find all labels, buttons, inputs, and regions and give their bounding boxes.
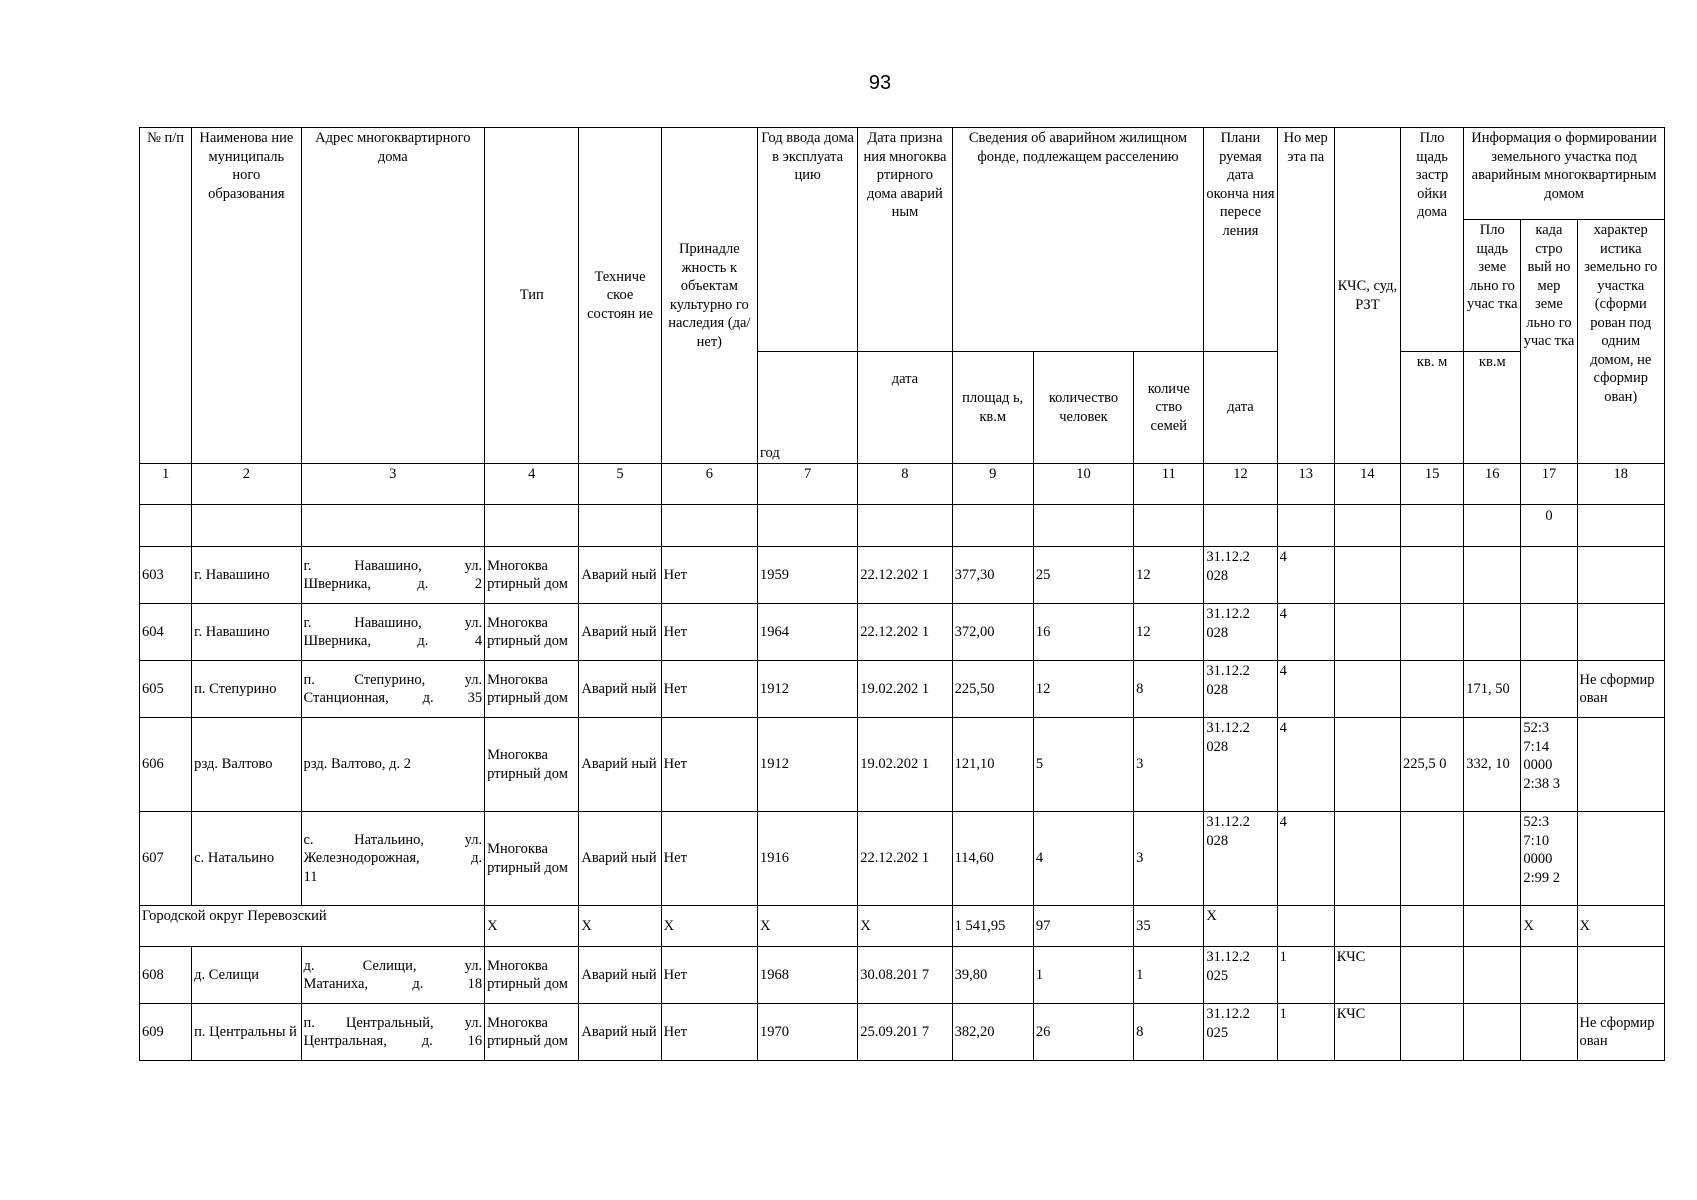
row-municipality: п. Степурино [192, 661, 301, 718]
row-stage: 4 [1277, 547, 1334, 604]
row-municipality: п. Центральны й [192, 1004, 301, 1061]
row-kchs [1334, 812, 1400, 906]
row-people: 12 [1033, 661, 1133, 718]
row-land-char [1577, 547, 1664, 604]
summary-cell: X [579, 906, 661, 947]
row-num: 609 [140, 1004, 192, 1061]
row-people: 1 [1033, 947, 1133, 1004]
row-municipality: с. Натальино [192, 812, 301, 906]
row-land-char: Не сформир ован [1577, 661, 1664, 718]
column-number: 1 [140, 464, 192, 505]
row-year: 1959 [757, 547, 857, 604]
column-number: 3 [301, 464, 485, 505]
header-stage: Но мер эта па [1277, 128, 1334, 464]
row-type: Многоква ртирный дом [485, 547, 579, 604]
row-num: 608 [140, 947, 192, 1004]
row-state: Аварий ный [579, 812, 661, 906]
row-area: 377,30 [952, 547, 1033, 604]
row-state: Аварий ный [579, 1004, 661, 1061]
row-heritage: Нет [661, 661, 757, 718]
header-area: площад ь, кв.м [952, 352, 1033, 464]
column-number: 16 [1464, 464, 1521, 505]
row-heritage: Нет [661, 812, 757, 906]
row-cadastral [1521, 547, 1577, 604]
row-people: 26 [1033, 1004, 1133, 1061]
row-build-area: 225,5 0 [1400, 718, 1463, 812]
header-land-area-sub: кв.м [1464, 352, 1521, 464]
column-number: 10 [1033, 464, 1133, 505]
row-families: 12 [1134, 547, 1204, 604]
row-families: 12 [1134, 604, 1204, 661]
column-number: 2 [192, 464, 301, 505]
row-year: 1916 [757, 812, 857, 906]
row-type: Многоква ртирный дом [485, 718, 579, 812]
row-municipality: г. Навашино [192, 604, 301, 661]
row-type: Многоква ртирный дом [485, 947, 579, 1004]
row-state: Аварий ный [579, 718, 661, 812]
header-recognition-date: Дата призна ния многоква ртирного дома аварий ным [858, 128, 952, 352]
row-families: 3 [1134, 718, 1204, 812]
row-land-char [1577, 812, 1664, 906]
row-year: 1968 [757, 947, 857, 1004]
row-plan-date: 31.12.2 028 [1204, 812, 1277, 906]
row-num: 604 [140, 604, 192, 661]
column-number: 13 [1277, 464, 1334, 505]
header-emergency-info: Сведения об аварийном жилищном фонде, подлежащем расселению [952, 128, 1204, 352]
header-tech-state: Техниче ское состоян ие [579, 128, 661, 464]
summary-cell: X [661, 906, 757, 947]
blank-row-cadastral: 0 [1521, 505, 1577, 547]
row-kchs: КЧС [1334, 1004, 1400, 1061]
row-build-area [1400, 604, 1463, 661]
row-build-area [1400, 1004, 1463, 1061]
row-year: 1912 [757, 718, 857, 812]
column-number: 15 [1400, 464, 1463, 505]
row-heritage: Нет [661, 1004, 757, 1061]
row-cadastral: 52:3 7:14 0000 2:38 3 [1521, 718, 1577, 812]
row-date: 22.12.202 1 [858, 604, 952, 661]
row-stage: 1 [1277, 947, 1334, 1004]
row-land-area: 171, 50 [1464, 661, 1521, 718]
row-year: 1964 [757, 604, 857, 661]
table-row [140, 947, 1665, 1004]
table-row [140, 1004, 1665, 1061]
row-date: 25.09.201 7 [858, 1004, 952, 1061]
row-date: 22.12.202 1 [858, 812, 952, 906]
row-cadastral [1521, 1004, 1577, 1061]
row-land-area [1464, 547, 1521, 604]
row-date: 19.02.202 1 [858, 718, 952, 812]
header-num: № п/п [140, 128, 192, 464]
row-stage: 4 [1277, 718, 1334, 812]
table-row [140, 661, 1665, 718]
row-land-area [1464, 947, 1521, 1004]
row-state: Аварий ный [579, 604, 661, 661]
row-type: Многоква ртирный дом [485, 604, 579, 661]
row-plan-date: 31.12.2 028 [1204, 547, 1277, 604]
header-heritage: Принадле жность к объектам культурно го наследия (да/нет) [661, 128, 757, 464]
row-address: д. Селищи, ул. Матаниха, д. 18 [301, 947, 485, 1004]
row-municipality: д. Селищи [192, 947, 301, 1004]
header-planned-date: Плани руемая дата оконча ния пересе ления [1204, 128, 1277, 352]
table-row [140, 604, 1665, 661]
row-cadastral [1521, 604, 1577, 661]
row-year: 1912 [757, 661, 857, 718]
row-plan-date: 31.12.2 025 [1204, 947, 1277, 1004]
header-year: Год ввода дома в эксплуата цию [757, 128, 857, 352]
summary-area: 1 541,95 [952, 906, 1033, 947]
row-build-area [1400, 661, 1463, 718]
blank-row [140, 505, 1665, 547]
row-type: Многоква ртирный дом [485, 812, 579, 906]
row-kchs [1334, 718, 1400, 812]
row-date: 22.12.202 1 [858, 547, 952, 604]
header-address: Адрес многоквартирного дома [301, 128, 485, 464]
row-address: рзд. Валтово, д. 2 [301, 718, 485, 812]
row-plan-date: 31.12.2 028 [1204, 718, 1277, 812]
row-area: 372,00 [952, 604, 1033, 661]
row-num: 606 [140, 718, 192, 812]
row-date: 30.08.201 7 [858, 947, 952, 1004]
row-address: п. Центральный, ул. Центральная, д. 16 [301, 1004, 485, 1061]
summary-families: 35 [1134, 906, 1204, 947]
row-land-area [1464, 1004, 1521, 1061]
emergency-housing-table [139, 127, 1665, 1061]
row-state: Аварий ный [579, 661, 661, 718]
header-kchs: КЧС, суд, РЗТ [1334, 128, 1400, 464]
summary-cell: X [1577, 906, 1664, 947]
row-land-char [1577, 604, 1664, 661]
column-number: 12 [1204, 464, 1277, 505]
row-families: 8 [1134, 1004, 1204, 1061]
summary-label: Городской округ Перевозский [140, 906, 485, 947]
column-number: 9 [952, 464, 1033, 505]
row-area: 39,80 [952, 947, 1033, 1004]
row-kchs [1334, 604, 1400, 661]
row-cadastral [1521, 947, 1577, 1004]
row-stage: 4 [1277, 604, 1334, 661]
row-heritage: Нет [661, 547, 757, 604]
row-families: 8 [1134, 661, 1204, 718]
column-number: 14 [1334, 464, 1400, 505]
table-row [140, 718, 1665, 812]
header-land-info: Информация о формировании земельного участка под аварийным многоквартирным домом [1464, 128, 1665, 220]
header-planned-date-sub: дата [1204, 352, 1277, 464]
header-type: Тип [485, 128, 579, 464]
row-date: 19.02.202 1 [858, 661, 952, 718]
row-people: 4 [1033, 812, 1133, 906]
row-cadastral: 52:3 7:10 0000 2:99 2 [1521, 812, 1577, 906]
row-people: 25 [1033, 547, 1133, 604]
row-land-char [1577, 947, 1664, 1004]
summary-row [140, 906, 1665, 947]
summary-cell: X [485, 906, 579, 947]
column-number: 7 [757, 464, 857, 505]
row-plan-date: 31.12.2 028 [1204, 661, 1277, 718]
row-plan-date: 31.12.2 025 [1204, 1004, 1277, 1061]
row-plan-date: 31.12.2 028 [1204, 604, 1277, 661]
summary-cell: X [1521, 906, 1577, 947]
row-address: с. Натальино, ул. Железнодорожная, д. 11 [301, 812, 485, 906]
column-number: 4 [485, 464, 579, 505]
row-address: п. Степурино, ул. Станционная, д. 35 [301, 661, 485, 718]
row-families: 3 [1134, 812, 1204, 906]
row-stage: 1 [1277, 1004, 1334, 1061]
row-land-area [1464, 604, 1521, 661]
row-land-char [1577, 718, 1664, 812]
row-heritage: Нет [661, 718, 757, 812]
header-cadastral: када стро вый но мер земе льно го учас тка [1521, 220, 1577, 464]
row-people: 5 [1033, 718, 1133, 812]
row-area: 382,20 [952, 1004, 1033, 1061]
header-municipality: Наименова ние муниципаль ного образования [192, 128, 301, 464]
row-area: 225,50 [952, 661, 1033, 718]
row-type: Многоква ртирный дом [485, 1004, 579, 1061]
column-number: 17 [1521, 464, 1577, 505]
header-land-area: Пло щадь земе льно го учас тка [1464, 220, 1521, 352]
page-number: 93 [868, 72, 892, 94]
row-heritage: Нет [661, 604, 757, 661]
row-num: 605 [140, 661, 192, 718]
row-land-area: 332, 10 [1464, 718, 1521, 812]
row-families: 1 [1134, 947, 1204, 1004]
row-address: г. Навашино, ул. Шверника, д. 2 [301, 547, 485, 604]
column-number: 11 [1134, 464, 1204, 505]
row-build-area [1400, 547, 1463, 604]
header-people: количество человек [1033, 352, 1133, 464]
row-state: Аварий ный [579, 547, 661, 604]
row-num: 607 [140, 812, 192, 906]
column-number: 18 [1577, 464, 1664, 505]
row-kchs [1334, 547, 1400, 604]
header-date-sub: дата [858, 352, 952, 464]
column-number: 5 [579, 464, 661, 505]
row-num: 603 [140, 547, 192, 604]
row-stage: 4 [1277, 812, 1334, 906]
row-land-char: Не сформир ован [1577, 1004, 1664, 1061]
row-stage: 4 [1277, 661, 1334, 718]
summary-cell: X [1204, 906, 1277, 947]
row-heritage: Нет [661, 947, 757, 1004]
row-state: Аварий ный [579, 947, 661, 1004]
table-row [140, 812, 1665, 906]
column-number: 8 [858, 464, 952, 505]
column-number: 6 [661, 464, 757, 505]
row-kchs: КЧС [1334, 947, 1400, 1004]
header-build-area-sub: кв. м [1400, 352, 1463, 464]
summary-cell: X [757, 906, 857, 947]
row-municipality: рзд. Валтово [192, 718, 301, 812]
table-row [140, 547, 1665, 604]
row-area: 121,10 [952, 718, 1033, 812]
row-kchs [1334, 661, 1400, 718]
row-people: 16 [1033, 604, 1133, 661]
header-year-sub: год [757, 352, 857, 464]
header-build-area: Пло щадь застр ойки дома [1400, 128, 1463, 352]
summary-cell: X [858, 906, 952, 947]
row-land-area [1464, 812, 1521, 906]
row-type: Многоква ртирный дом [485, 661, 579, 718]
row-build-area [1400, 812, 1463, 906]
header-families: количе ство семей [1134, 352, 1204, 464]
column-number-row [140, 464, 1665, 505]
row-build-area [1400, 947, 1463, 1004]
row-area: 114,60 [952, 812, 1033, 906]
header-land-char: характер истика земельно го участка (сформи рован под одним домом, не сформир ован) [1577, 220, 1664, 464]
summary-people: 97 [1033, 906, 1133, 947]
row-year: 1970 [757, 1004, 857, 1061]
row-municipality: г. Навашино [192, 547, 301, 604]
row-address: г. Навашино, ул. Шверника, д. 4 [301, 604, 485, 661]
row-cadastral [1521, 661, 1577, 718]
